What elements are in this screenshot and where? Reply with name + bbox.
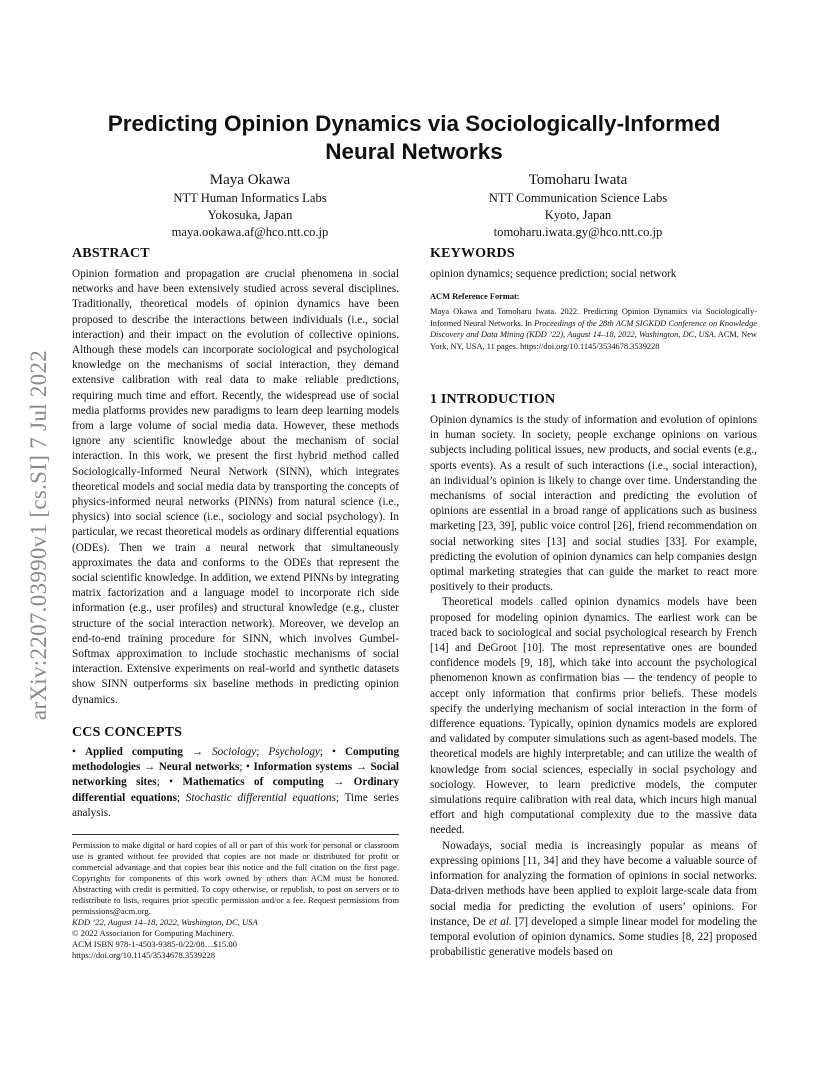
intro-paragraph-2: Theoretical models called opinion dynamics models have been proposed for modeling opinion dynamics. The earliest work can be traced back to sociological and social psychological research by French [14] and DeGroot [10]. The most representative ones are bounded confidence models [9, 18], which take into account the psychological phenomenon known as confirmation bias — the tendency of people to accept only information that confirms prior beliefs. These models specify the underlying mechanism of social interaction in the form of difference equations. Typically, opinion dynamics models are explored and validated by computer simulations such as agent-based models. The theoretical models are highly interpretable; and can utilize the wealth of knowledge from social sciences, especially in social psychology and sociology. However, to learn predictive models, the computer simulations require calibration with real data, which incurs high manual effort and high computational complexity due to the massive data needed. [430,596,757,837]
author-block-2 [438,170,718,241]
keywords-heading: KEYWORDS [430,246,515,261]
paper-title: Predicting Opinion Dynamics via Sociologically-Informed Neural Networks [107,111,721,164]
intro-body [430,413,757,960]
author-email: tomoharu.iwata.gy@hco.ntt.co.jp [493,225,663,239]
author-block-1 [110,170,390,241]
author-affiliation: NTT Human Informatics Labs [173,191,327,205]
acm-ref-text: Maya Okawa and Tomoharu Iwata. 2022. Predicting Opinion Dynamics via Sociologically-Informed Neural Networks. In Proceedings of the 28th ACM SIGKDD Conference on Knowledge Discovery and Data Mining (KDD ’22), August 14–18, 2022, Washington, DC, USA. ACM, New York, NY, USA, 11 pages. https://doi.org/10.1145/3534678.3539228 [430,307,757,351]
ccs-heading: CCS CONCEPTS [72,725,183,740]
intro-paragraph-3: Nowadays, social media is increasingly popular as means of expressing opinions [11, 34] and they have become a valuable source of information for analyzing the formation of opinions in social networks. Data-driven methods have been applied to exploit large-scale data from social media for predicting the evolution of users’ opinions. For instance, De et al. [7] developed a simple linear model for modeling the temporal evolution of opinion dynamics. Some studies [8, 22] proposed probabilistic generative models based on [430,839,758,959]
footnote-divider [72,834,399,835]
author-name: Tomoharu Iwata [528,172,628,188]
abstract-heading: ABSTRACT [72,246,150,261]
permission-text: Permission to make digital or hard copies of all or part of this work for personal or classroom use is granted without fee provided that copies are not made or distributed for profit or commercial advantage and that copies bear this notice and the full citation on the first page. Copyrights for components of this work owned by others than ACM must be honored. Abstracting with credit is permitted. To copy otherwise, or republish, to post on servers or to redistribute to lists, requires prior specific permission and/or a fee. Request permissions from permissions@acm.org. [72,840,399,916]
author-affiliation: NTT Communication Science Labs [488,191,668,205]
ccs-concepts: • Applied computing → Sociology; Psychology; • Computing methodologies → Neural networks; • Information systems → Social networking sites; • Mathematics of computing → Ordinary differential equations; Stochastic differential equations; Time series analysis. [72,746,400,819]
author-email: maya.ookawa.af@hco.ntt.co.jp [171,225,329,239]
keywords-text: opinion dynamics; sequence prediction; social network [430,268,677,280]
intro-paragraph-1: Opinion dynamics is the study of information and evolution of opinions in human society. In society, people exchange opinions on various subjects including political issues, new products, and social events (e.g., sports events). As a result of such interactions (i.e., social interaction), an individual’s opinion is likely to change over time. Understanding the mechanisms of social interaction and predicting the evolution of opinions are essential in a broad range of applications such as business marketing [23, 39], public voice control [26], friend recommendation on social networking sites [13] and social studies [33]. For example, predicting the evolution of opinion dynamics can help companies design optimal marketing strategies that can guide the market to react more positively to their products. [430,414,757,594]
isbn-line: ACM ISBN 978-1-4503-9385-0/22/08…$15.00 [72,939,237,949]
author-name: Maya Okawa [209,172,291,188]
author-location: Kyoto, Japan [544,208,612,222]
intro-heading: 1 INTRODUCTION [430,392,556,407]
permission-block [72,840,399,961]
acm-ref-heading: ACM Reference Format: [430,292,520,301]
arxiv-identifier-text: arXiv:2207.03990v1 [cs.SI] 7 Jul 2022 [26,349,51,721]
abstract-text: Opinion formation and propagation are crucial phenomena in social networks and have been extensively studied across several disciplines. Traditionally, theoretical models of opinion dynamics have been proposed to describe the interactions between individuals (i.e., social interaction) and their impact on the evolution of collective opinions. Although these models can incorporate sociological and psychological knowledge on the mechanisms of social interaction, they demand extensive calibration with real data to make reliable predictions, requiring much time and effort. Recently, the widespread use of social media platforms provides new paradigms to learn deep learning models from a large volume of social media data. However, these methods ignore any scientific knowledge about the mechanism of social interaction. In this work, we present the first hybrid method called Sociologically-Informed Neural Network (SINN), which integrates theoretical models and social media data by transporting the concepts of physics-informed neural networks (PINNs) from natural science (i.e., physics) into social science (i.e., sociology and social psychology). In particular, we recast theoretical models as ordinary differential equations (ODEs). Then we train a neural network that simultaneously approximates the data and conforms to the ODEs that represent the social scientific knowledge. In addition, we extend PINNs by integrating matrix factorization and a language model to incorporate rich side information (e.g., user profiles) and structural knowledge (e.g., cluster structure of the social interaction network). Moreover, we develop an end-to-end training procedure for SINN, which involves Gumbel-Softmax approximation to include stochastic mechanisms of social interaction. Extensive experiments on real-world and synthetic datasets show SINN outperforms six baseline methods in predicting opinion dynamics. [72,268,399,706]
author-location: Yokosuka, Japan [207,208,293,222]
doi-link[interactable]: https://doi.org/10.1145/3534678.3539228 [72,950,215,960]
arxiv-identifier [24,310,54,760]
conference-line: KDD ’22, August 14–18, 2022, Washington, DC, USA [72,917,258,927]
copyright-line: © 2022 Association for Computing Machinery. [72,928,235,938]
